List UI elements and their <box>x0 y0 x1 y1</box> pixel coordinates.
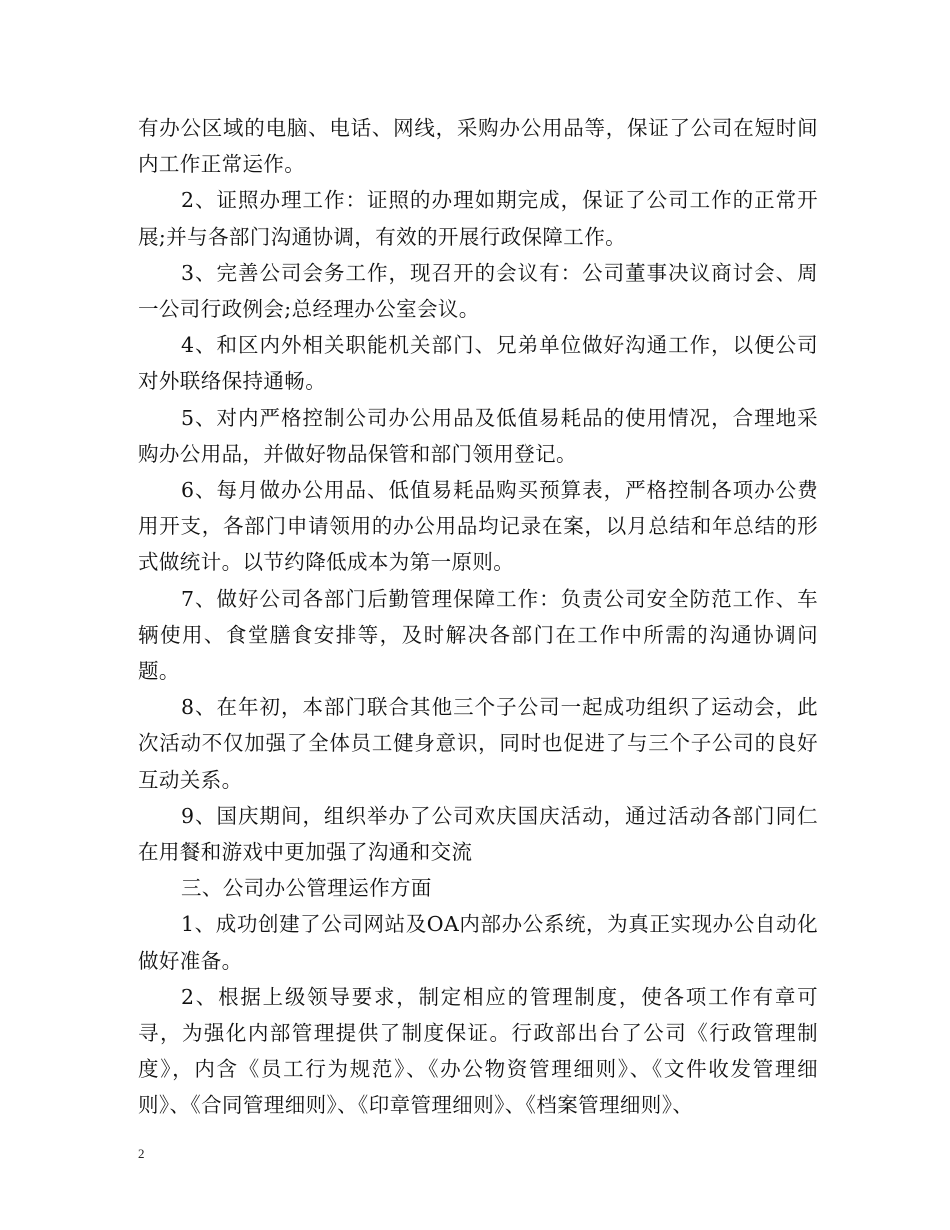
paragraph: 2、根据上级领导要求，制定相应的管理制度，使各项工作有章可寻，为强化内部管理提供了制度保证。行政部出台了公司《行政管理制度》，内含《员工行为规范》、《办公物资管理细则》、《文件收发管理细则》、《合同管理细则》、《印章管理细则》、《档案管理细则》、 <box>138 984 818 1118</box>
paragraph: 4、和区内外相关职能机关部门、兄弟单位做好沟通工作，以便公司对外联络保持通畅。 <box>138 333 818 394</box>
paragraph: 有办公区域的电脑、电话、网线，采购办公用品等，保证了公司在短时间内工作正常运作。 <box>138 116 818 177</box>
paragraph: 6、每月做办公用品、低值易耗品购买预算表，严格控制各项办公费用开支，各部门申请领用的办公用品均记录在案，以月总结和年总结的形式做统计。以节约降低成本为第一原则。 <box>138 478 818 575</box>
paragraph: 8、在年初，本部门联合其他三个子公司一起成功组织了运动会，此次活动不仅加强了全体员工健身意识，同时也促进了与三个子公司的良好互动关系。 <box>138 695 818 792</box>
document-body <box>138 110 818 1124</box>
paragraph: 1、成功创建了公司网站及OA内部办公系统，为真正实现办公自动化做好准备。 <box>138 912 818 973</box>
section-heading: 三、公司办公管理运作方面 <box>181 876 432 901</box>
paragraph: 7、做好公司各部门后勤管理保障工作：负责公司安全防范工作、车辆使用、食堂膳食安排等，及时解决各部门在工作中所需的沟通协调问题。 <box>138 586 818 684</box>
paragraph: 2、证照办理工作：证照的办理如期完成，保证了公司工作的正常开展;并与各部门沟通协调，有效的开展行政保障工作。 <box>138 188 818 249</box>
page-number: 2 <box>138 1146 145 1161</box>
paragraph: 3、完善公司会务工作，现召开的会议有：公司董事决议商讨会、周一公司行政例会;总经理办公室会议。 <box>138 260 818 322</box>
paragraph: 5、对内严格控制公司办公用品及低值易耗品的使用情况，合理地采购办公用品，并做好物品保管和部门领用登记。 <box>138 405 818 466</box>
paragraph: 9、国庆期间，组织举办了公司欢庆国庆活动，通过活动各部门同仁在用餐和游戏中更加强了沟通和交流 <box>138 803 818 865</box>
